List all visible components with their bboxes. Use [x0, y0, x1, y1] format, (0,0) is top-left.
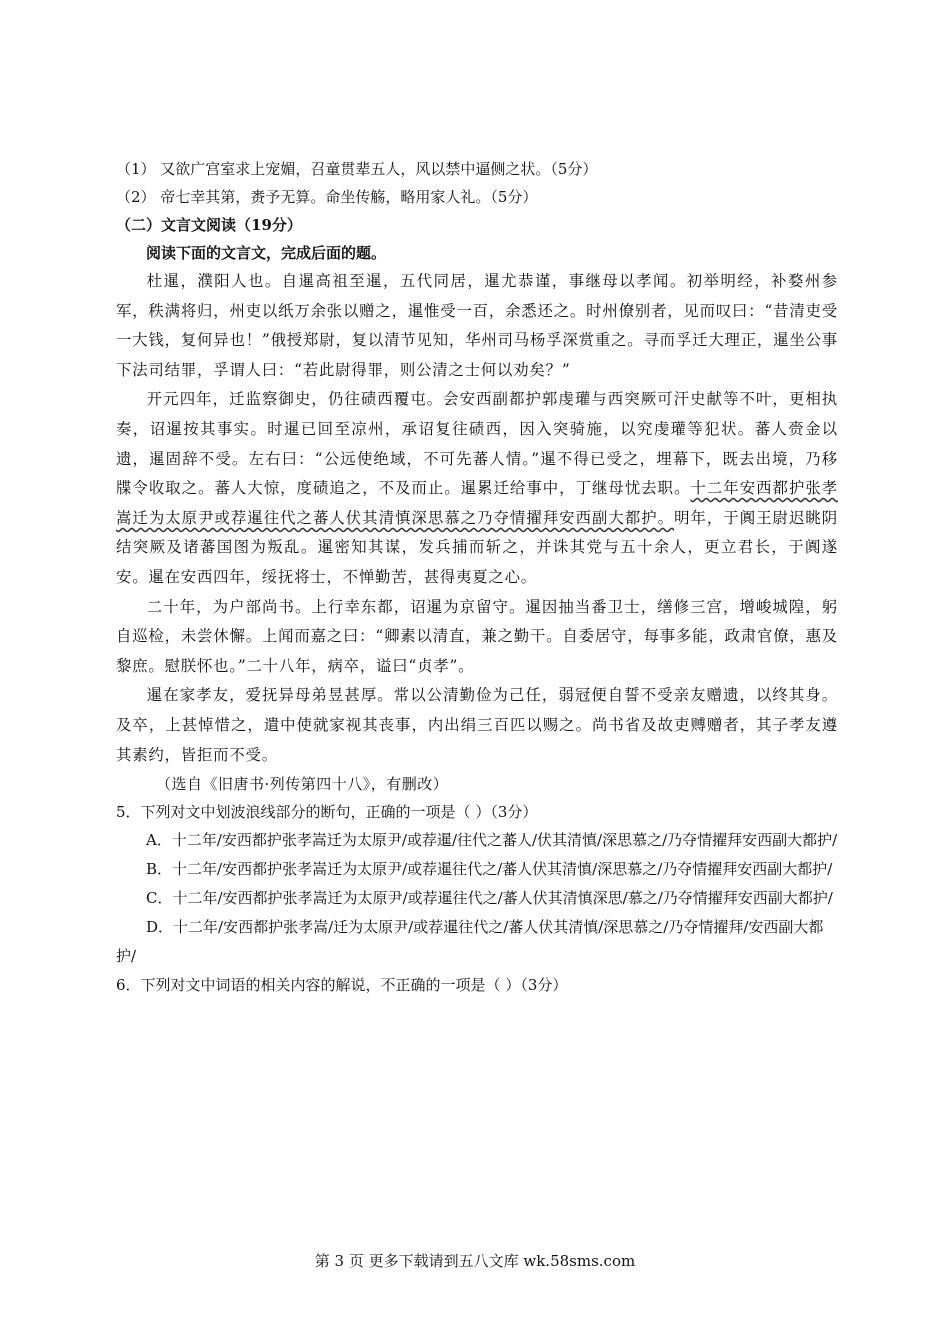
- translation-question-2: （2） 帝七幸其第，赉予无算。命坐传觞，略用家人礼。（5分）: [116, 188, 538, 206]
- passage-source: （选自《旧唐书·列传第四十八》，有删改）: [156, 775, 449, 794]
- question-6-stem: 6．下列对文中词语的相关内容的解说，不正确的一项是（ ）（3分）: [116, 976, 568, 995]
- question-5-stem: 5．下列对文中划波浪线部分的断句，正确的一项是（ ）（3分）: [116, 803, 538, 822]
- passage-paragraph-2: [116, 385, 838, 592]
- page-footer: 第 3 页 更多下载请到五八文库 wk.58sms.com: [314, 1252, 636, 1270]
- question-5-option-b: B．十二年/安西都护张孝嵩迁为太原尹/或荐暹往代之/蕃人伏其清慎/深思慕之/乃夺情擢拜安西副大都护/: [146, 860, 833, 879]
- wavy-underlined-sentence: 十二年安西都护张孝嵩迁为太原尹或荐暹往代之蕃人伏其清慎深思慕之乃夺情擢拜安西副大都护。: [116, 479, 838, 527]
- passage-paragraph-3: 二十年，为户部尚书。上行幸东都，诏暹为京留守。暹因抽当番卫士，缮修三宫，增峻城隍，躬自巡检，未尝休懈。上闻而嘉之曰：“卿素以清直，兼之勤干。自委居守，每事多能，政肃官僚，惠及黎庶。慰朕怀也。”二十八年，病卒，谥曰“贞孝”。: [116, 597, 838, 675]
- passage-paragraph-2-after: 明年，于阗王尉迟眺阴结突厥及诸蕃国图为叛乱。暹密知其谋，发兵捕而斩之，并诛其党与五十余人，更立君长，于阗遂安。暹在安西四年，绥抚将士，不惮勤苦，甚得夷夏之心。: [116, 508, 838, 586]
- passage-paragraph-2-before: 开元四年，迁监察御史，仍往碛西覆屯。会安西副都护郭虔瓘与西突厥可汗史献等不叶，更相执奏，诏暹按其事实。时暹已回至凉州，承诏复往碛西，因入突骑施，以究虔瓘等犯状。蕃人赍金以遗，暹固辞不受。左右曰：“公远使绝域，不可先蕃人情。”暹不得已受之，埋幕下，既去出境，乃移牒令收取之。蕃人大惊，度碛追之，不及而止。暹累迁给事中，丁继母忧去职。: [116, 390, 838, 498]
- question-5-option-a: A．十二年/安西都护张孝嵩迁为太原尹/或荐暹/往代之蕃人/伏其清慎/深思慕之/乃夺情擢拜安西副大都护/: [146, 831, 838, 850]
- page-content: [116, 155, 838, 999]
- passage-paragraph-1: 杜暹，濮阳人也。自暹高祖至暹，五代同居，暹尤恭谨，事继母以孝闻。初举明经，补婺州参军，秩满将归，州吏以纸万余张以赠之，暹惟受一百，余悉还之。时州僚别者，见而叹曰：“昔清吏受一大钱，复何异也！”俄授郑尉，复以清节见知，华州司马杨孚深赏重之。寻而孚迁大理正，暹坐公事下法司结罪，孚谓人曰：“若此尉得罪，则公清之士何以劝矣？”: [116, 272, 838, 379]
- question-5-option-d: D．十二年/安西都护张孝嵩/迁为太原尹/或荐暹往代之/蕃人伏其清慎/深思慕之/乃夺情擢拜/安西副大都护/: [116, 918, 824, 966]
- translation-question-1: （1） 又欲广宫室求上宠媚，召童贯辈五人，风以禁中逼侧之状。（5分）: [116, 160, 598, 178]
- question-5-option-c: C．十二年/安西都护张孝嵩迁为太原尹/或荐暹往代之/蕃人伏其清慎深思/慕之/乃夺情擢拜安西副大都护/: [146, 889, 833, 908]
- reading-instruction: 阅读下面的文言文，完成后面的题。: [146, 244, 387, 262]
- section-title: （二）文言文阅读（19分）: [116, 216, 302, 234]
- passage-paragraph-4: 暹在家孝友，爱抚异母弟昱甚厚。常以公清勤俭为己任，弱冠便自誓不受亲友赠遗，以终其身。及卒，上甚悼惜之，遣中使就家视其丧事，内出绢三百匹以赐之。尚书省及故吏赙赠者，其子孝友遵其素约，皆拒而不受。: [116, 686, 838, 764]
